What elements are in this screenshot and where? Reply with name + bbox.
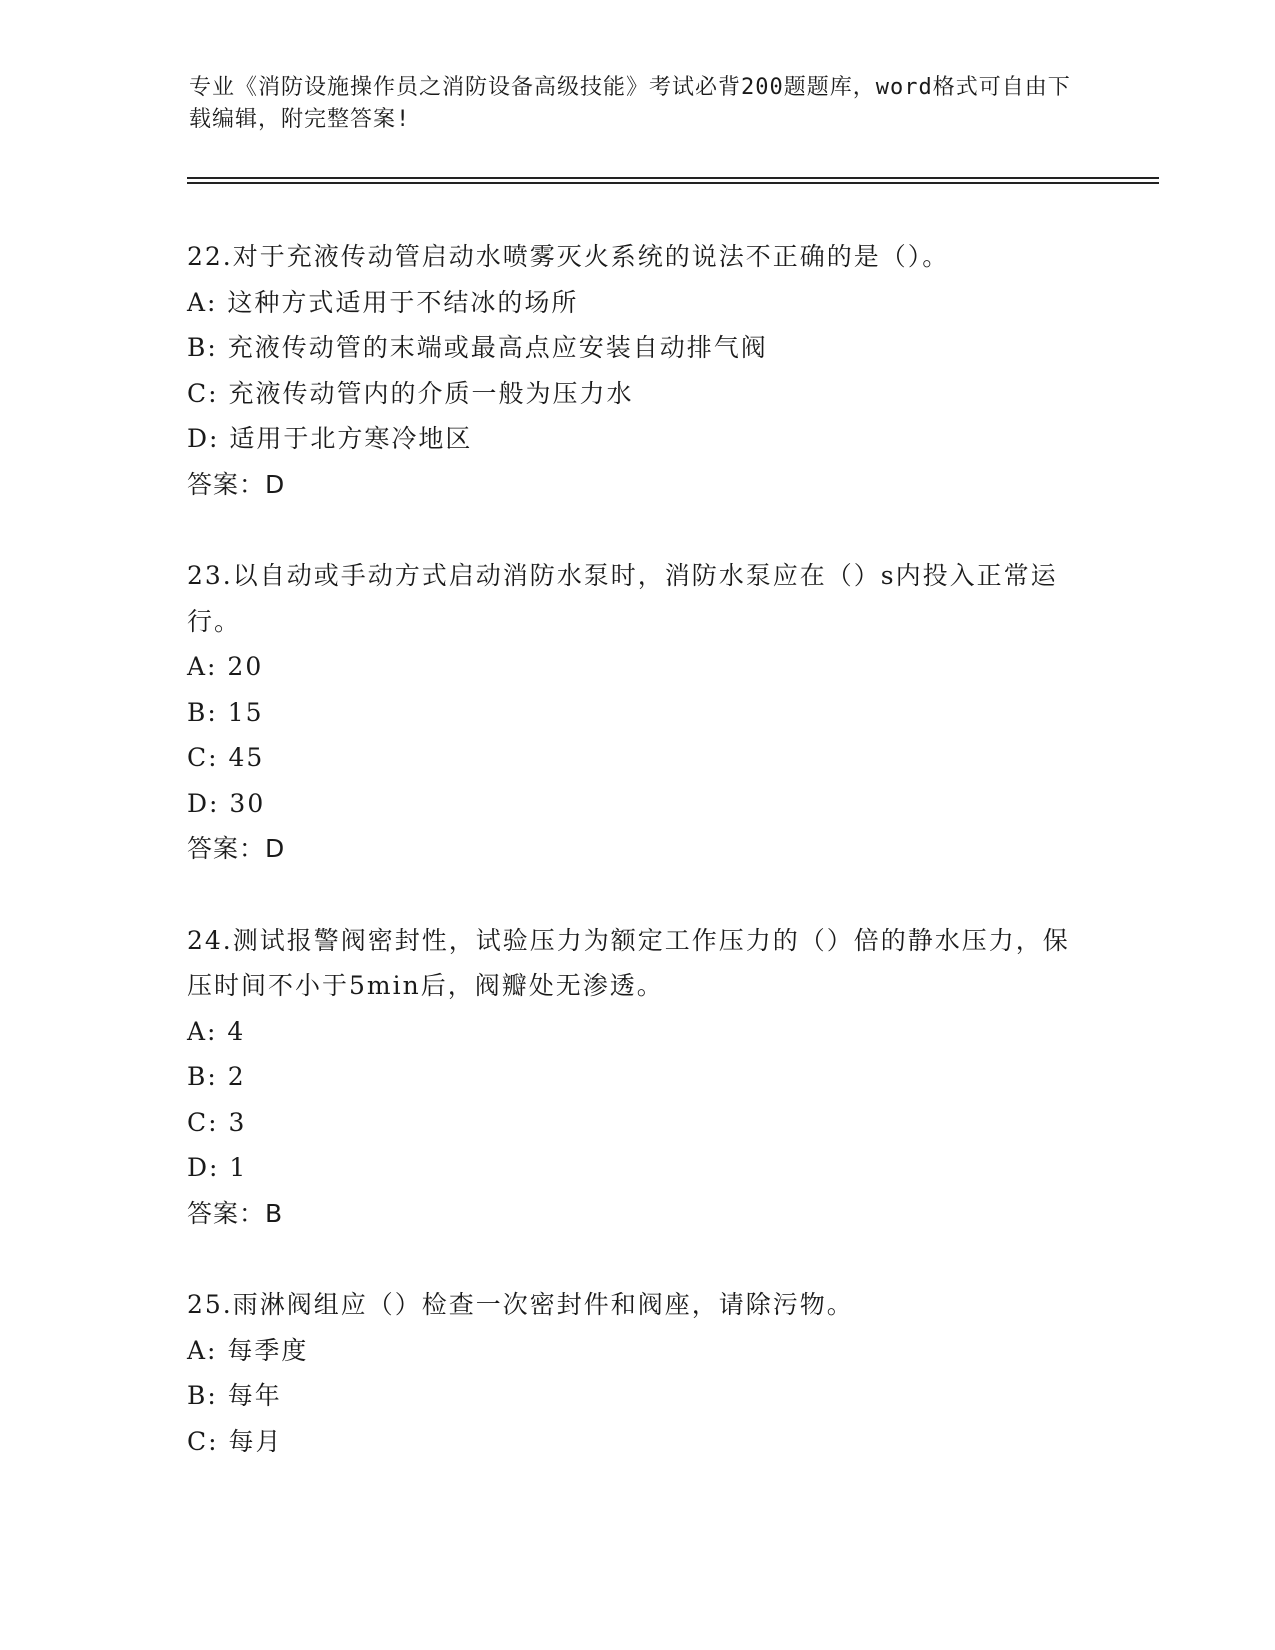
document-header: 专业《消防设施操作员之消防设备高级技能》考试必背200题题库，word格式可自由下载编辑，附完整答案! xyxy=(189,75,1071,132)
question-stem: 24.测试报警阀密封性，试验压力为额定工作压力的（）倍的静水压力，保压时间不小于5min后，阀瓣处无渗透。 xyxy=(187,925,1070,1000)
question-22 xyxy=(187,234,1087,507)
question-stem: 22.对于充液传动管启动水喷雾灭火系统的说法不正确的是（）。 xyxy=(187,242,950,271)
option-c: C: 充液传动管内的介质一般为压力水 xyxy=(187,378,634,408)
option-b: B: 每年 xyxy=(187,1381,282,1410)
question-24 xyxy=(187,918,1087,1237)
header-divider-bottom xyxy=(187,182,1159,184)
question-25 xyxy=(187,1282,1087,1464)
option-d: D: 30 xyxy=(187,788,266,818)
answer-line: 答案：D xyxy=(187,469,286,499)
option-a: A: 4 xyxy=(187,1016,246,1046)
question-stem: 25.雨淋阀组应（）检查一次密封件和阀座，请除污物。 xyxy=(187,1290,854,1319)
option-a: A: 20 xyxy=(187,652,264,681)
option-c: C: 每月 xyxy=(187,1426,283,1456)
question-stem: 23.以自动或手动方式启动消防水泵时，消防水泵应在（）s内投入正常运行。 xyxy=(187,561,1058,636)
option-b: B: 充液传动管的末端或最高点应安装自动排气阀 xyxy=(187,333,768,362)
option-c: C: 3 xyxy=(187,1107,247,1137)
question-list xyxy=(187,234,1087,1510)
option-d: D: 适用于北方寒冷地区 xyxy=(187,424,473,453)
option-b: B: 2 xyxy=(187,1062,246,1091)
answer-line: 答案：D xyxy=(187,834,286,863)
option-d: D: 1 xyxy=(187,1153,248,1182)
header-divider-top xyxy=(187,177,1159,179)
option-c: C: 45 xyxy=(187,743,265,772)
option-b: B: 15 xyxy=(187,697,264,727)
answer-line: 答案：B xyxy=(187,1198,284,1228)
option-a: A: 这种方式适用于不结冰的场所 xyxy=(187,287,579,317)
option-a: A: 每季度 xyxy=(187,1335,309,1365)
question-23 xyxy=(187,553,1087,872)
